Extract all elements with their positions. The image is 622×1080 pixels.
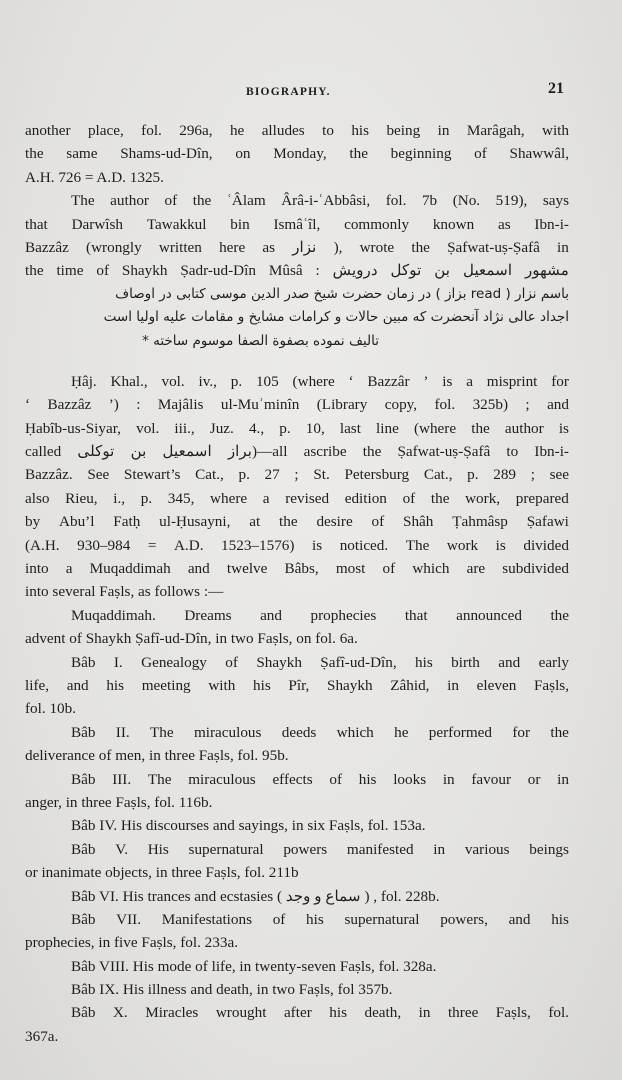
text-line: Ḥabîb-us-Siyar, vol. iii., Juz. 4., p. 10, last line (where the author is	[25, 419, 569, 437]
text-line: Ḥâj. Khal., vol. iv., p. 105 (where ‘ Bazzâr ’ is a misprint for	[71, 372, 569, 390]
text-line: Bâb VIII. His mode of life, in twenty-seven Faṣls, fol. 328a.	[71, 957, 437, 975]
text-line: into a Muqaddimah and twelve Bâbs, most of which are subdivided	[25, 560, 569, 578]
body-text	[25, 119, 569, 1048]
text-line: Bâb IV. His discourses and sayings, in six Faṣls, fol. 153a.	[71, 817, 426, 835]
page-header	[0, 80, 622, 106]
text-line: Bâb VII. Manifestations of his supernatural powers, and his	[71, 910, 569, 928]
text-line: fol. 10b.	[25, 700, 77, 718]
text-line: also Rieu, i., p. 345, where a revised edition of the work, prepared	[25, 489, 569, 507]
text-line: prophecies, in five Faṣls, fol. 233a.	[25, 934, 239, 952]
text-line: another place, fol. 296a, he alludes to his being in Marâgah, with	[25, 122, 569, 139]
persian-line: باسم نزار ( read بزاز ) در زمان حضرت شیخ صدر الدین موسی کتابی در اوصاف	[115, 285, 569, 302]
text-line: The author of the ʿÂlam Ârâ-i-ʿAbbâsi, fol. 7b (No. 519), says	[71, 192, 569, 210]
text-line: Bâb I. Genealogy of Shaykh Ṣafî-ud-Dîn, his birth and early	[71, 653, 569, 671]
persian-line: تالیف نموده بصفوة الصفا موسوم ساخته *	[142, 332, 379, 349]
text-line: anger, in three Faṣls, fol. 116b.	[25, 793, 213, 811]
text-line: Bâb II. The miraculous deeds which he performed for the	[71, 723, 569, 741]
text-line: the time of Shaykh Ṣadr-ud-Dîn Mûsâ : درویش توکل بن اسمعیل مشهور	[25, 262, 569, 280]
text-line: Bâb X. Miracles wrought after his death, in three Faṣls, fol.	[71, 1004, 569, 1022]
text-line: Muqaddimah. Dreams and prophecies that announced the	[71, 606, 569, 624]
text-line: (A.H. 930–984 = A.D. 1523–1576) is noticed. The work is divided	[25, 536, 569, 554]
text-line: by Abu’l Fatḥ ul-Ḥusayni, at the desire of Shâh Ṭahmâsp Ṣafawi	[25, 513, 569, 531]
text-line: ‘ Bazzâz ’) : Majâlis ul-Muʾminîn (Library copy, fol. 325b) ; and	[25, 396, 569, 414]
persian-line: اجداد عالی نژاد آنحضرت که مبین حالات و کرامات مشایخ و مقامات علیه اولیا است	[103, 309, 569, 326]
text-line: Bâb IX. His illness and death, in two Faṣls, fol 357b.	[71, 981, 393, 999]
text-line: or inanimate objects, in three Faṣls, fol. 211b	[25, 864, 299, 882]
text-line: Bazzâz (wrongly written here as نزار ), wrote the Ṣafwat-uṣ-Ṣafâ in	[25, 238, 569, 256]
text-line: called توکلی بن اسمعیل براز)—all ascribe the Ṣafwat-uṣ-Ṣafâ to Ibn-i-	[25, 443, 569, 461]
text-line: that Darwîsh Tawakkul bin Ismâʿîl, commonly known as Ibn-i-	[25, 215, 569, 233]
text-line: into several Faṣls, as follows :—	[25, 583, 224, 601]
running-head: BIOGRAPHY.	[246, 86, 331, 98]
text-line: Bazzâz. See Stewart’s Cat., p. 27 ; St. Petersburg Cat., p. 289 ; see	[25, 466, 569, 484]
text-line: A.H. 726 = A.D. 1325.	[25, 168, 164, 186]
text-line: deliverance of men, in three Faṣls, fol. 95b.	[25, 747, 289, 765]
text-line: the same Shams-ud-Dîn, on Monday, the beginning of Shawwâl,	[25, 145, 569, 163]
text-line: advent of Shaykh Ṣafî-ud-Dîn, in two Faṣls, on fol. 6a.	[25, 630, 358, 648]
text-line: Bâb V. His supernatural powers manifested in various beings	[71, 840, 569, 858]
text-line: Bâb III. The miraculous effects of his looks in favour or in	[71, 770, 569, 788]
text-line: 367a.	[25, 1027, 59, 1045]
text-line: Bâb VI. His trances and ecstasies ( سماع و وجد ) , fol. 228b.	[71, 887, 440, 905]
text-line: life, and his meeting with his Pîr, Shaykh Zâhid, in eleven Faṣls,	[25, 676, 569, 694]
page-number: 21	[548, 80, 564, 97]
